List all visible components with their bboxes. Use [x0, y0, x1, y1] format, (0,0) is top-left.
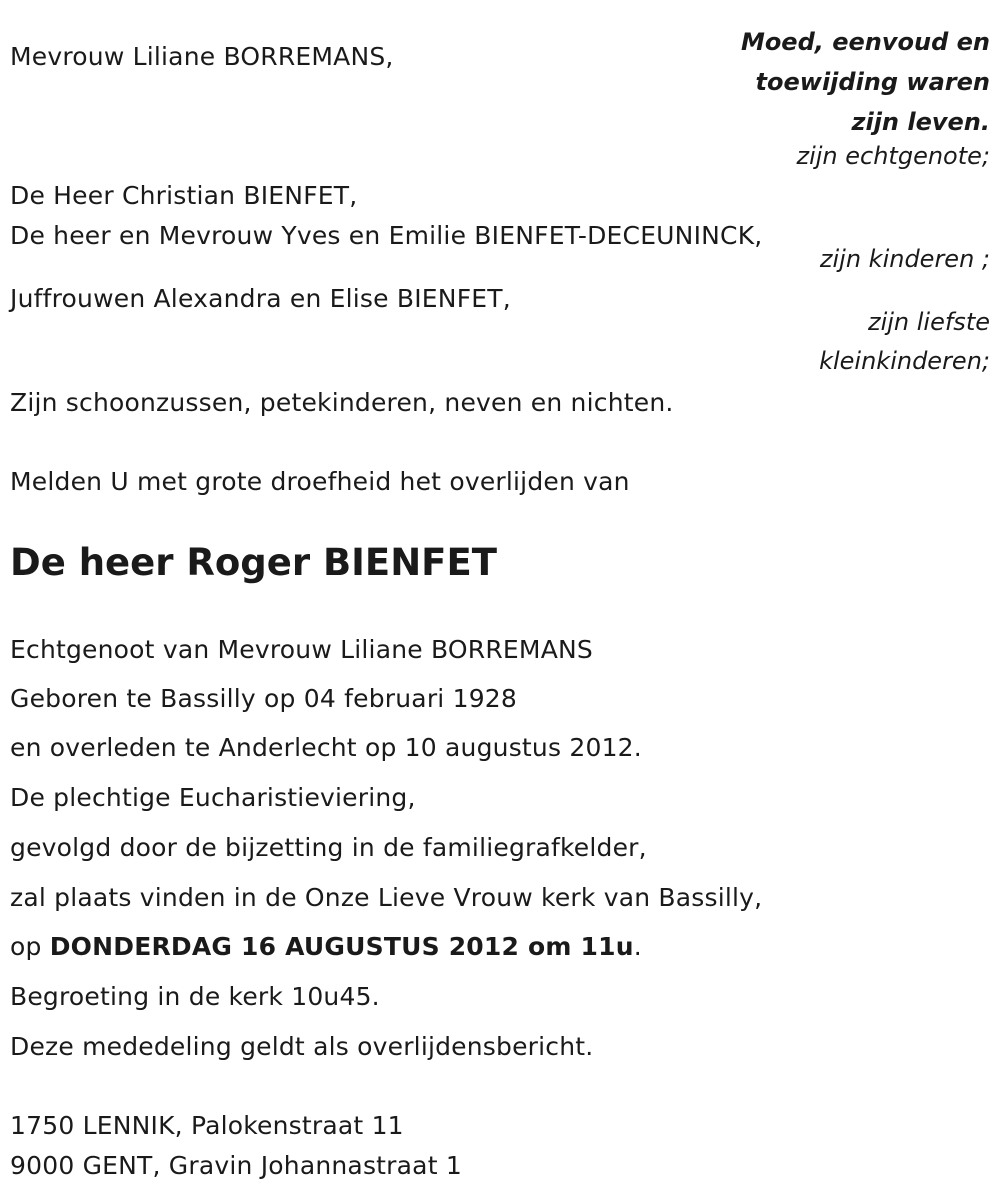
deceased-name: De heer Roger BIENFET: [10, 541, 497, 584]
motto-line-3: zijn leven.: [851, 108, 990, 136]
children-role: zijn kinderen ;: [819, 245, 990, 273]
address-lennik: 1750 LENNIK, Palokenstraat 11: [10, 1111, 404, 1140]
detail-greeting: Begroeting in de kerk 10u45.: [10, 982, 380, 1011]
motto-line-1: Moed, eenvoud en: [740, 28, 990, 56]
detail-date-suffix: .: [633, 932, 642, 961]
detail-ceremony: De plechtige Eucharistieviering,: [10, 783, 416, 812]
spouse-name: Mevrouw Liliane BORREMANS,: [10, 42, 394, 71]
detail-birth: Geboren te Bassilly op 04 februari 1928: [10, 684, 518, 713]
spouse-role: zijn echtgenote;: [796, 142, 990, 170]
detail-location: zal plaats vinden in de Onze Lieve Vrouw kerk van Bassilly,: [10, 883, 763, 912]
detail-notice: Deze mededeling geldt als overlijdensbericht.: [10, 1032, 594, 1061]
detail-date: [10, 930, 642, 964]
motto: [741, 22, 990, 142]
child-2-name: De heer en Mevrouw Yves en Emilie BIENFET-DECEUNINCK,: [10, 221, 763, 250]
grandchildren-role-line-2: kleinkinderen;: [819, 347, 990, 375]
detail-date-prefix: op: [10, 932, 50, 961]
grandchildren-names: Juffrouwen Alexandra en Elise BIENFET,: [10, 284, 511, 313]
other-relatives: Zijn schoonzussen, petekinderen, neven en nichten.: [10, 388, 674, 417]
motto-line-2: toewijding waren: [755, 68, 990, 96]
grandchildren-role-line-1: zijn liefste: [867, 308, 990, 336]
address-gent: 9000 GENT, Gravin Johannastraat 1: [10, 1151, 462, 1180]
detail-burial: gevolgd door de bijzetting in de familiegrafkelder,: [10, 833, 647, 862]
funeral-date: DONDERDAG 16 AUGUSTUS 2012 om 11u: [49, 932, 634, 961]
child-1-name: De Heer Christian BIENFET,: [10, 181, 358, 210]
detail-death: en overleden te Anderlecht op 10 augustus 2012.: [10, 733, 642, 762]
detail-spouse: Echtgenoot van Mevrouw Liliane BORREMANS: [10, 635, 593, 664]
announcement: Melden U met grote droefheid het overlijden van: [10, 467, 630, 496]
